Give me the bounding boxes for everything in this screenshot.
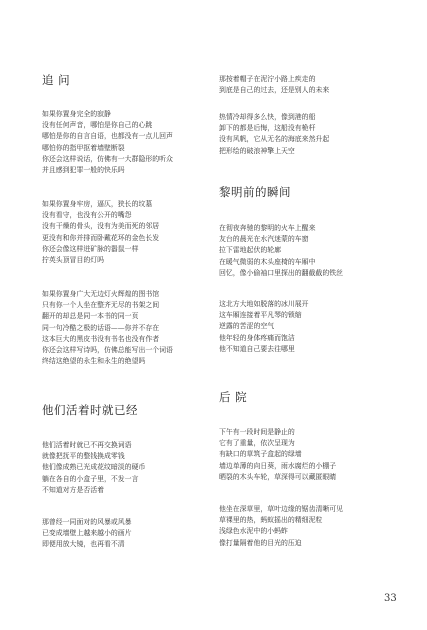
poem-title-liming: 黎明前的瞬间	[219, 185, 291, 199]
poem-line: 热情冷却得多么快，像到港的船	[219, 113, 316, 121]
poem-line: 拧英头顶冒目的灯吗	[42, 255, 105, 264]
poem-line: 终结这绝望的永生和永生的绝望吗	[42, 357, 146, 366]
poem-line: 他不知道自己要去往哪里	[219, 344, 295, 353]
poem-line: 在彻夜奔驰的黎明的火车上醒来	[219, 224, 316, 232]
poem-line: 墙边单薄的向日葵，雨水腐烂的小棚子	[219, 461, 337, 470]
poem-line: 友台的晨光在水汽迷蒙的车窗	[219, 235, 309, 244]
poem-line: 你还会像这样迸矿脉的嚣鼠一样	[42, 244, 139, 253]
poem-line: 这车厢连接着平凡琴的锁缩	[219, 311, 302, 320]
poem-line: 就像把抚平的整钱换成零钱	[42, 452, 125, 461]
poem-line: 只有你一个人坐在整齐无尽的书架之间	[42, 301, 160, 310]
poem-line: 如果你置身完全的寂静	[42, 110, 111, 118]
poem-line: 它有了重量，依次呈现为	[219, 439, 295, 448]
poem-line: 他年轻的身体疼痛而饱洁	[219, 333, 295, 342]
poem-line: 有缺口的草筑子盒起的绿墙	[219, 450, 302, 459]
poem-line: 并且感到犯罪一般的快乐吗	[42, 165, 125, 174]
poem-line: 这本巨大的黑皮书没有书名也没有作者	[42, 334, 160, 343]
stanza	[219, 223, 343, 279]
poem-line: 没有看守，也没有公开的嘴怨	[42, 211, 132, 220]
poem-line: 逆露的苦涩的空气	[219, 322, 275, 331]
poem-line: 哪怕你的指甲抠着墙壁断裂	[42, 143, 125, 152]
poem-line: 你还会这样写诗吗，仿佛总能写出一个词语	[42, 345, 173, 354]
poem-line: 浅绿色水泥中的小蚂蚱	[219, 527, 288, 536]
stanza	[219, 299, 309, 355]
poem-line: 他们活着时就已不再交换词语	[42, 441, 132, 449]
poem-line: 下午有一段时间是静止的	[219, 428, 295, 436]
poem-line: 这北方大地如脱落的冰川展开	[219, 300, 309, 308]
stanza	[42, 199, 159, 266]
poem-line: 回忆，像小偷袖口里探出的翻截截的铁丝	[219, 268, 344, 277]
poem-line: 那曾经一同面对的风暴或风暴	[42, 518, 132, 526]
stanza	[219, 74, 329, 96]
poem-line: 同一句冷酷之极的话语——你并不存在	[42, 323, 160, 332]
poem-line: 像打量隔着他的目光的压迫	[219, 538, 302, 547]
stanza	[219, 112, 329, 157]
poem-title-zhuiwen: 追 问	[42, 73, 71, 87]
poem-line: 草裸里的热，蚂蚁摇出的精细泥粒	[219, 516, 323, 525]
poem-line: 如果你置身广大无边灯火辉煌的图书馆	[42, 290, 160, 298]
poem-line: 没有干燥的骨头，没有为美而死的邻居	[42, 222, 160, 231]
page-number: 33	[384, 593, 397, 604]
poem-line: 到底是自己的过去，还是别人的未来	[219, 86, 330, 95]
poem-line: 如果你置身牢房，逼仄，狭长的坟墓	[42, 200, 153, 208]
poem-line: 晒裂的木头车轮，草深得可以藏匿眼睛	[219, 472, 337, 481]
poem-line: 已变成墙壁上越来越小的画片	[42, 529, 132, 538]
poem-title-tamen: 他们活着时就已经	[42, 403, 138, 417]
poem-line: 拉下雷地起伏的轮廓	[219, 246, 282, 255]
poem-line: 没有风帆，它从无名的海底来然升起	[219, 135, 330, 144]
poem-line: 卸下的都是后悔，这船没有桅杆	[219, 124, 316, 133]
poem-line: 把形绘的破浪神擎上天空	[219, 146, 295, 155]
stanza	[42, 109, 173, 176]
poem-line: 在暖气微弱的木头座椅的车厢中	[219, 257, 316, 266]
stanza	[219, 427, 336, 483]
poem-line: 翻开的却总是同一本书的同一页	[42, 312, 139, 321]
poem-line: 没有任何声音，哪怕是你自己的心跳	[42, 121, 153, 130]
poem-line: 更没有和你并排而卧戴花环的金色长发	[42, 233, 160, 242]
stanza	[42, 440, 145, 496]
poem-title-houyuan: 后 院	[219, 390, 248, 404]
stanza	[42, 517, 132, 551]
poem-line: 哪怕是你的自言自语，也都没有一点儿回声	[42, 132, 173, 141]
poem-line: 不知道对方是否活着	[42, 485, 105, 494]
stanza	[219, 504, 343, 549]
poem-line: 即便用放大镜，也再看不清	[42, 540, 125, 549]
poem-line: 他坐在深草里，草叶边缘的锯齿清晰可见	[219, 505, 344, 513]
poem-line: 他们像成熟已光成花纹暗淡的硬币	[42, 463, 146, 472]
stanza	[42, 289, 173, 367]
poem-line: 躺在各自的小盒子里，不发一言	[42, 474, 139, 483]
poem-line: 那按着帽子在泥泞小路上疾走的	[219, 75, 316, 83]
poem-line: 你还会这样说话，仿佛有一大群隐形的听众	[42, 154, 173, 163]
